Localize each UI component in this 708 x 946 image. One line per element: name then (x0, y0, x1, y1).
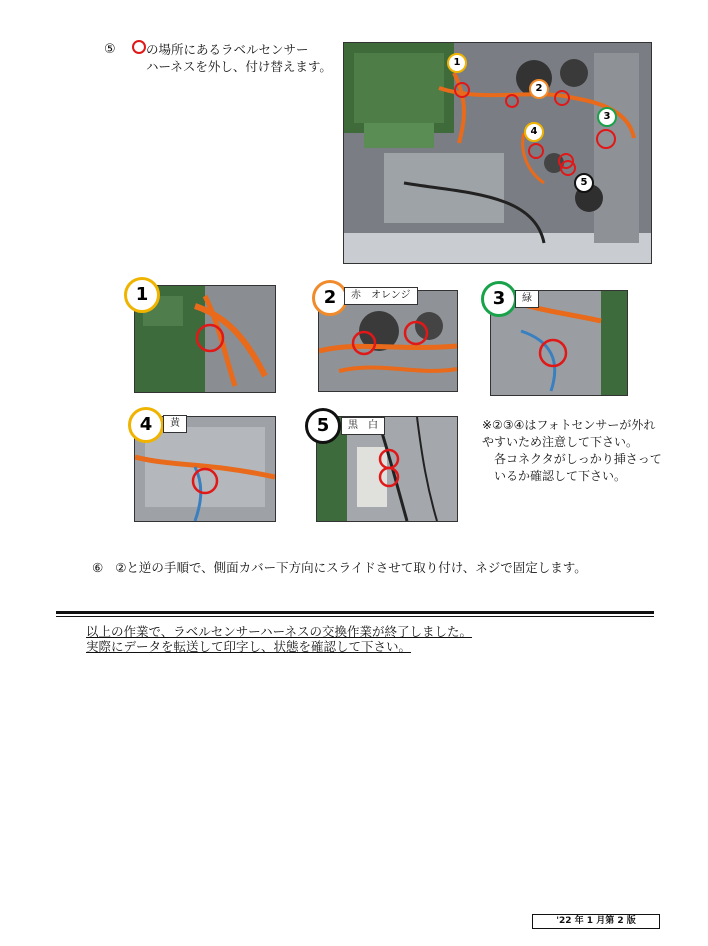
main-photo (343, 42, 652, 264)
marker-2: 2 (529, 79, 549, 99)
conclusion-line-2: 実際にデータを転送して印字し、状態を確認して下さい。 (86, 639, 412, 654)
marker-1: 1 (447, 53, 467, 73)
detail-number-4: 4 (128, 407, 164, 443)
divider-thin (56, 616, 654, 617)
detail-label-3: 緑 (515, 290, 539, 308)
conclusion-line-1: 以上の作業で、ラベルセンサーハーネスの交換作業が終了しました。 (86, 624, 473, 639)
caution-note-line-2: 各コネクタがしっかり挿さっているか確認して下さい。 (494, 452, 662, 483)
step-6-text: ②と逆の手順で、側面カバー下方向にスライドさせて取り付け、ネジで固定します。 (115, 560, 587, 575)
version-label: '22 年 1 月第 2 版 (532, 914, 660, 929)
detail-number-1: 1 (124, 277, 160, 313)
marker-3: 3 (597, 107, 617, 127)
detail-label-2: 赤 オレンジ (344, 287, 418, 305)
detail-label-4: 黄 (163, 415, 187, 433)
divider-thick (56, 611, 654, 614)
step-5-text: の場所にあるラベルセンサー ハーネスを外し、付け替えます。 (146, 42, 332, 74)
detail-number-5: 5 (305, 408, 341, 444)
detail-number-3: 3 (481, 281, 517, 317)
detail-label-5: 黒 白 (341, 417, 385, 435)
step-6 (92, 558, 587, 576)
red-circle-icon (132, 40, 146, 54)
detail-number-2: 2 (312, 280, 348, 316)
caution-note (482, 417, 662, 485)
step-6-number: ⑥ (92, 560, 104, 575)
step-5-number: ⑤ (104, 42, 116, 57)
marker-4: 4 (524, 122, 544, 142)
marker-5: 5 (574, 173, 594, 193)
caution-note-line-1: ※②③④はフォトセンサーが外れやすいため注意して下さい。 (482, 418, 656, 449)
conclusion (86, 624, 472, 654)
